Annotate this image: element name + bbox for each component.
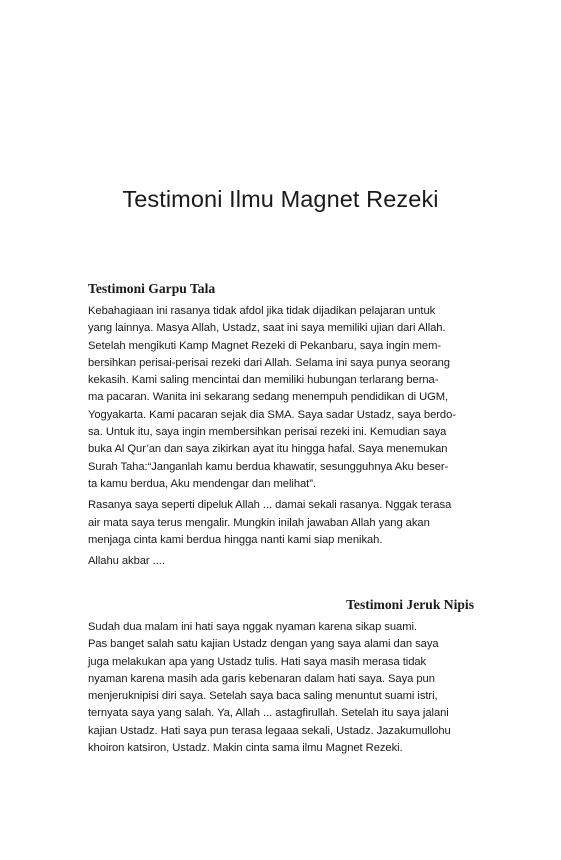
text-line: kajian Ustadz. Hati saya pun terasa legaaa sekali, Ustadz. Jazakumullohu (88, 724, 451, 737)
text-line: khoiron katsiron, Ustadz. Makin cinta sama ilmu Magnet Rezeki. (88, 742, 403, 755)
text-line: air mata saya terus mengalir. Mungkin inilah jawaban Allah yang akan (88, 516, 430, 529)
text-line: Rasanya saya seperti dipeluk Allah ... damai sekali rasanya. Nggak terasa (88, 499, 452, 512)
text-line: kekasih. Kami saling mencintai dan memiliki hubungan terlarang berna- (88, 374, 439, 387)
text-line: yang lainnya. Masya Allah, Ustadz, saat ini saya memiliki ujian dari Allah. (88, 322, 446, 335)
testimonial-jeruk-nipis (88, 596, 474, 761)
text-line: buka Al Qur’an dan saya zikirkan ayat itu hingga hafal. Saya menemukan (88, 443, 448, 456)
text-line: ma pacaran. Wanita ini sekarang sedang menempuh pendidikan di UGM, (88, 391, 449, 404)
testimonial-garpu-tala (88, 280, 474, 574)
paragraph (88, 553, 474, 570)
text-line: Pas banget salah satu kajian Ustadz dengan yang saya alami dan saya (88, 638, 439, 651)
text-line: sa. Untuk itu, saya ingin membersihkan perisai rezeki ini. Kemudian saya (88, 426, 447, 439)
text-line: Yogyakarta. Kami pacaran sejak dia SMA. Saya sadar Ustadz, saya berdo- (88, 408, 456, 421)
text-line: Allahu akbar .... (88, 555, 165, 568)
text-line: Sudah dua malam ini hati saya nggak nyaman karena sikap suami. (88, 621, 417, 633)
paragraph (88, 619, 474, 757)
text-line: Setelah mengikuti Kamp Magnet Rezeki di Pekanbaru, saya ingin mem- (88, 339, 442, 352)
chapter-title: Testimoni Ilmu Magnet Rezeki (122, 186, 439, 212)
text-line: ternyata saya yang salah. Ya, Allah ... astagfirullah. Setelah itu saya jalani (88, 707, 449, 720)
text-line: juga melakukan apa yang Ustadz tulis. Hati saya masih merasa tidak (88, 655, 427, 668)
paragraph (88, 303, 474, 493)
text-line: bersihkan perisai-perisai rezeki dari Allah. Selama ini saya punya seorang (88, 356, 450, 369)
text-line: Kebahagiaan ini rasanya tidak afdol jika tidak dijadikan pelajaran untuk (88, 305, 436, 317)
text-line: nyaman karena masih ada garis kebenaran dalam hati saya. Saya pun (88, 672, 435, 685)
text-line: menjaga cinta kami berdua hingga nanti kami siap menikah. (88, 533, 383, 546)
section-heading: Testimoni Garpu Tala (88, 281, 216, 296)
text-line: menjeruknipisi diri saya. Setelah saya baca saling menuntut suami istri, (88, 690, 438, 703)
text-line: ta kamu berdua, Aku mendengar dan melihat”. (88, 477, 316, 490)
paragraph (88, 497, 474, 549)
text-line: Surah Taha:“Janganlah kamu berdua khawatir, sesungguhnya Aku beser- (88, 460, 449, 473)
section-heading: Testimoni Jeruk Nipis (346, 597, 474, 612)
